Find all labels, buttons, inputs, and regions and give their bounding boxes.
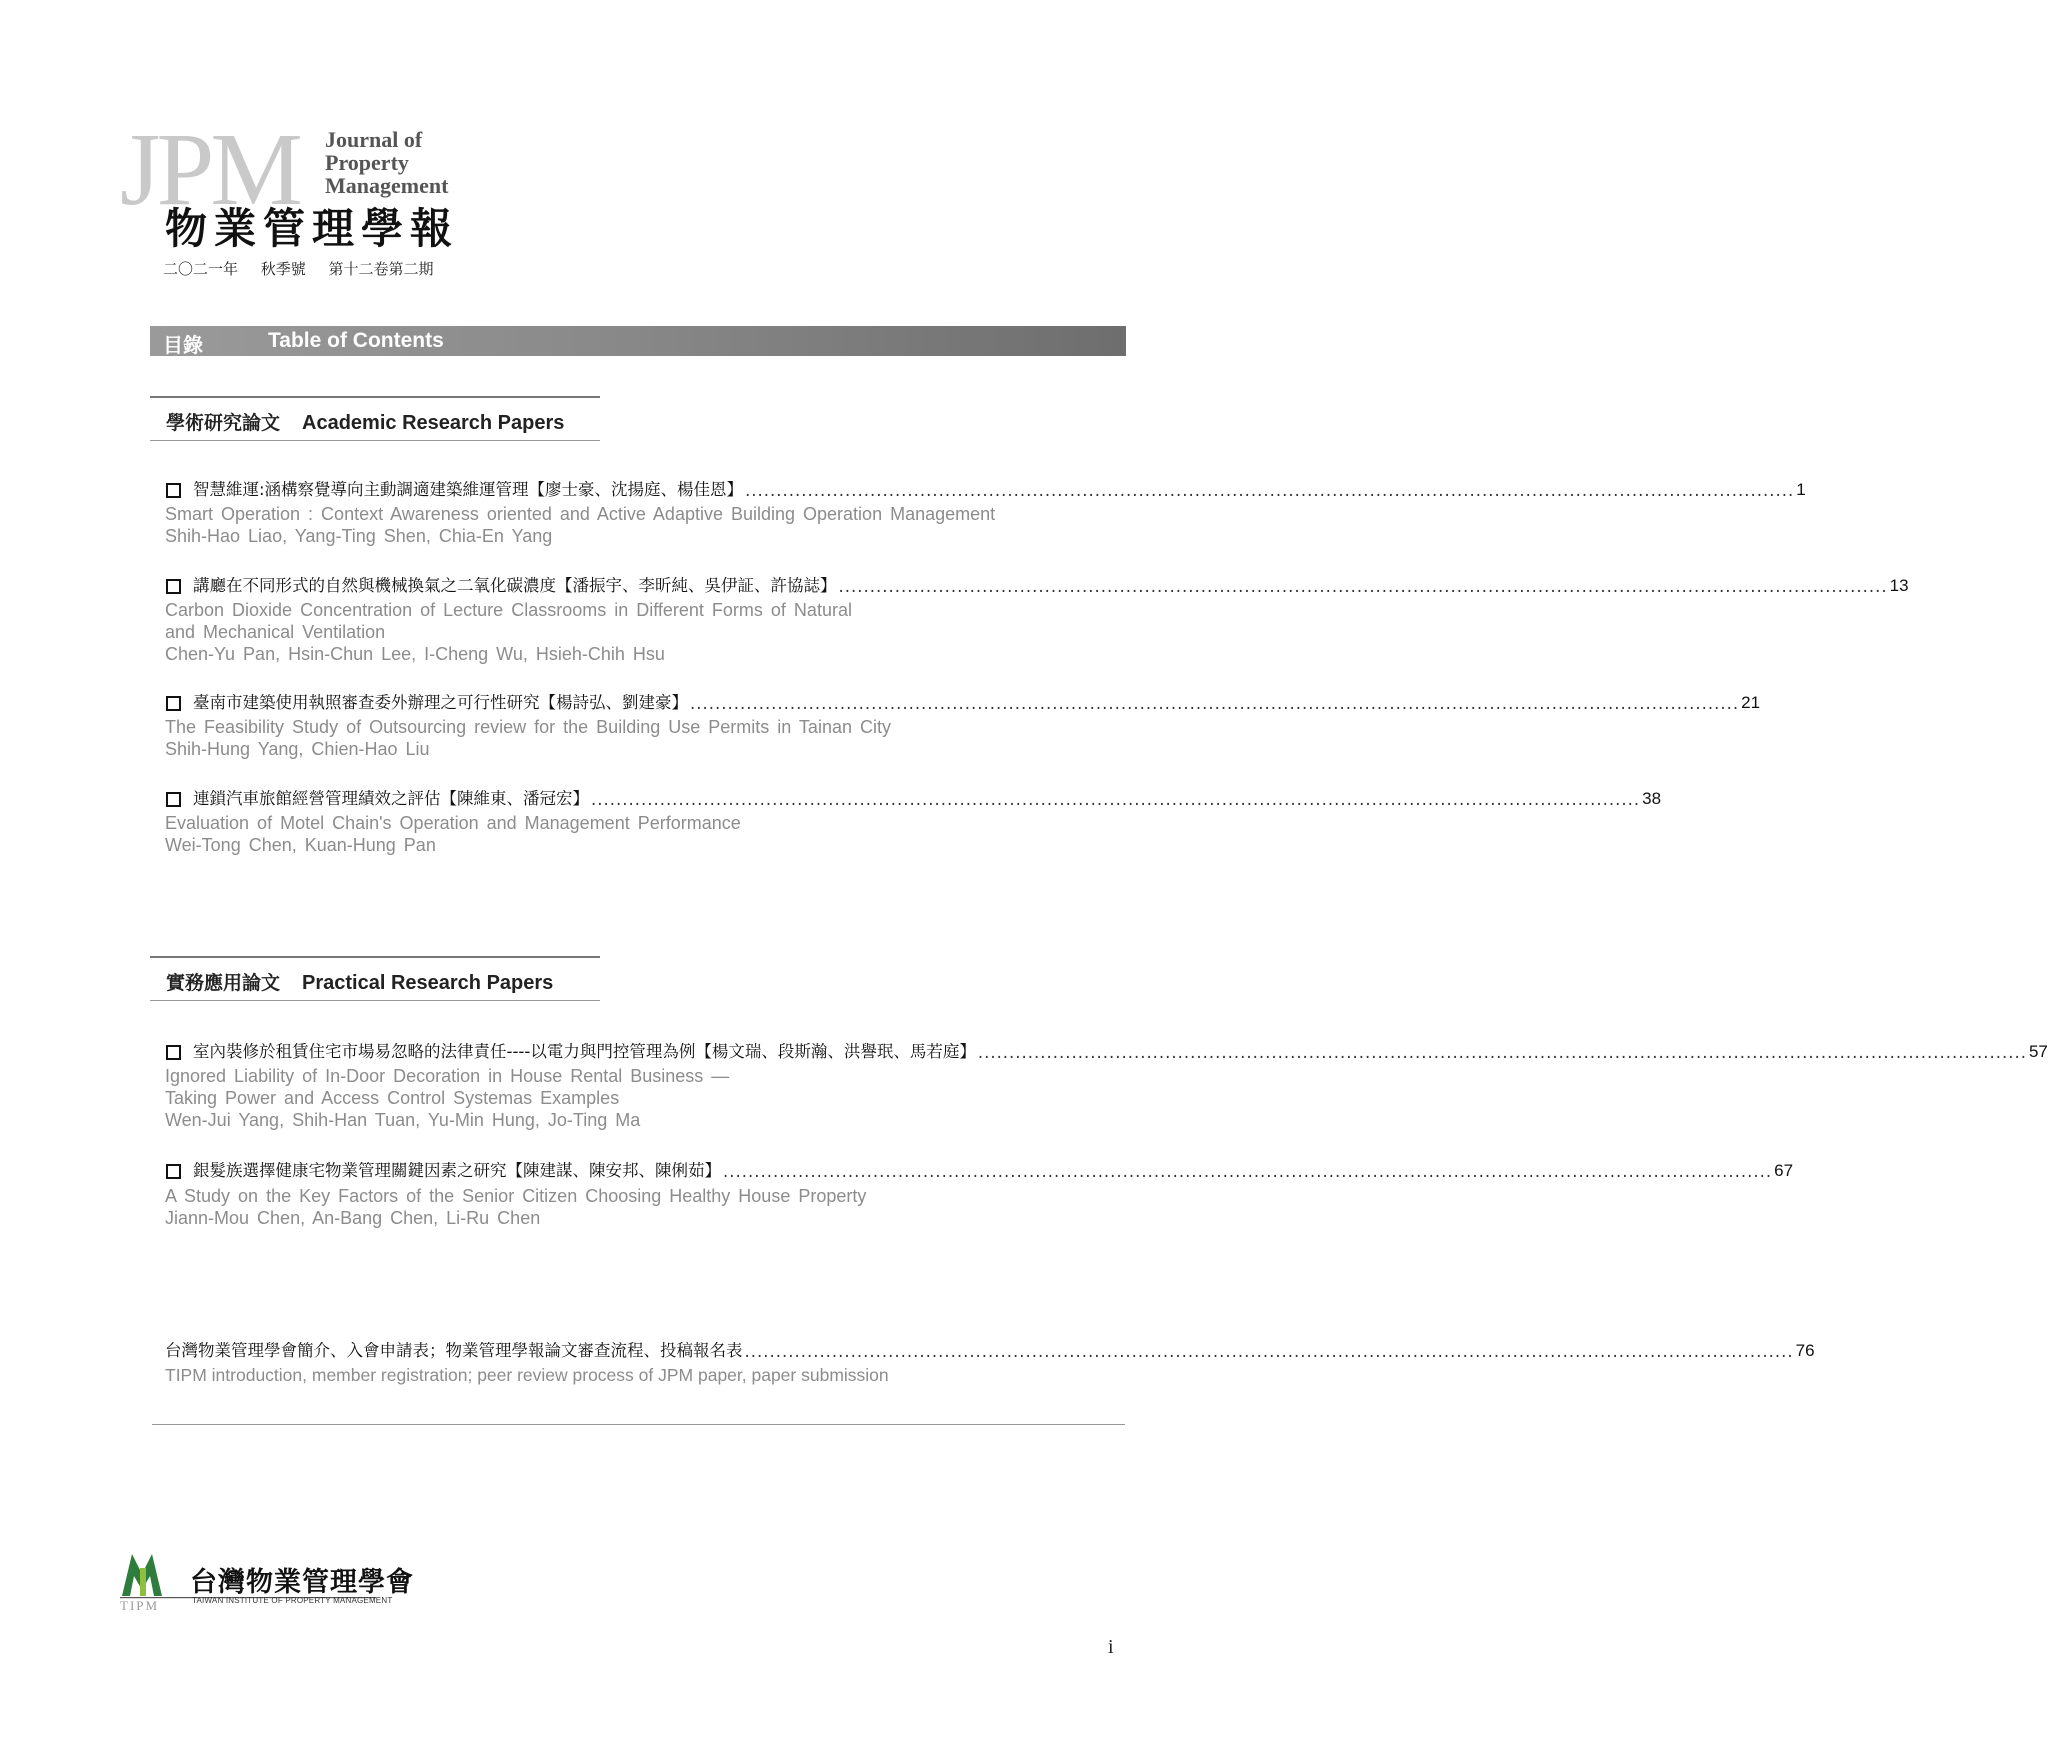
entry-authors-en: Wei-Tong Chen, Kuan-Hung Pan [165,835,436,855]
journal-name-en: Journal of Property Management [325,127,449,198]
entry-authors-en: Jiann-Mou Chen, An-Bang Chen, Li-Ru Chen [165,1208,541,1228]
entry-english [165,1185,866,1229]
entry-title-zh: 智慧維運:涵構察覺導向主動調適建築維運管理【廖士豪、沈揚庭、楊佳恩】 [193,480,744,499]
entry-page: 57 [2028,1042,2048,1061]
toc-label-en: Table of Contents [268,329,444,352]
section-title-en: Academic Research Papers [302,412,565,434]
appendix-title-en: TIPM introduction, member registration; peer review process of JPM paper, paper submission [165,1365,889,1385]
society-abbr: TIPM [120,1598,160,1613]
entry-title-en: Taking Power and Access Control Systemas Examples [165,1088,620,1108]
section-title-en: Practical Research Papers [302,972,554,994]
entry-title-en: The Feasibility Study of Outsourcing review for the Building Use Permits in Tainan City [165,717,891,737]
leader-dots: ........................................................................................................................................................................ [977,1043,2027,1062]
leader-dots: ........................................................................................................................................................................ [723,1162,1773,1181]
entry-title-zh: 臺南市建築使用執照審查委外辦理之可行性研究【楊詩弘、劉建豪】 [193,693,688,712]
toc-entry-title[interactable] [166,476,1806,500]
section-rule-top [150,956,600,958]
entry-title-zh: 講廳在不同形式的自然與機械換氣之二氧化碳濃度【潘振宇、李昕純、吳伊証、許協誌】 [193,576,837,595]
appendix-title[interactable] [165,1337,1815,1361]
appendix-title-zh: 台灣物業管理學會簡介、入會申請表；物業管理學報論文審查流程、投稿報名表 [165,1341,743,1360]
section-title [166,408,564,435]
entry-title-en: A Study on the Key Factors of the Senior Citizen Choosing Healthy House Property [165,1186,867,1206]
toc-entry-title[interactable] [166,785,1662,809]
journal-name-zh: 物業管理學報 [165,204,460,253]
journal-logo: JPM [120,112,299,227]
appendix-page: 76 [1795,1341,1815,1360]
section-rule-bottom [150,1000,600,1001]
entry-page: 38 [1642,789,1662,808]
entry-title-en: Smart Operation : Context Awareness oriented and Active Adaptive Building Operation Management [165,504,996,524]
entry-page: 21 [1741,693,1761,712]
entry-authors-en: Wen-Jui Yang, Shih-Han Tuan, Yu-Min Hung, Jo-Ting Ma [165,1110,641,1130]
entry-page: 67 [1774,1161,1794,1180]
society-name-en: TAIWAN INSTITUTE OF PROPERTY MANAGEMENT [192,1596,393,1605]
entry-english [165,716,891,760]
entry-title-en: Carbon Dioxide Concentration of Lecture Classrooms in Different Forms of Natural [165,600,852,620]
entry-authors-en: Shih-Hung Yang, Chien-Hao Liu [165,739,430,759]
entry-english [165,503,995,547]
checkbox-icon [166,1045,181,1060]
checkbox-icon [166,483,181,498]
section-rule-top [150,396,600,398]
toc-entry-title[interactable] [166,1157,1794,1181]
section-title [166,968,553,995]
checkbox-icon [166,1164,181,1179]
entry-title-en: Ignored Liability of In-Door Decoration in House Rental Business — [165,1066,730,1086]
entry-title-en: and Mechanical Ventilation [165,622,386,642]
society-name-zh: 台灣物業管理學會 [190,1567,414,1598]
entry-title-zh: 室內裝修於租賃住宅市場易忽略的法律責任----以電力與門控管理為例【楊文瑞、段斯瀚、洪譽珉、馬若庭】 [193,1042,976,1061]
toc-label-zh: 目錄 [163,333,203,357]
entry-title-zh: 銀髮族選擇健康宅物業管理關鍵因素之研究【陳建謀、陳安邦、陳俐茹】 [193,1161,721,1180]
entry-title-zh: 連鎖汽車旅館經營管理績效之評估【陳維東、潘冠宏】 [193,789,589,808]
entry-page: 13 [1889,576,1909,595]
toc-entry-title[interactable] [166,1038,2048,1062]
entry-english [165,599,852,665]
entry-authors-en: Chen-Yu Pan, Hsin-Chun Lee, I-Cheng Wu, Hsieh-Chih Hsu [165,644,665,664]
entry-page: 1 [1796,480,1806,499]
footer-rule [152,1424,1125,1425]
toc-entry-title[interactable] [166,689,1761,713]
checkbox-icon [166,696,181,711]
entry-title-en: Evaluation of Motel Chain's Operation and Management Performance [165,813,741,833]
section-rule-bottom [150,440,600,441]
checkbox-icon [166,579,181,594]
leader-dots: ........................................................................................................................................................................ [744,1342,1794,1361]
toc-entry-title[interactable] [166,572,1909,596]
leader-dots: ........................................................................................................................................................................ [745,481,1795,500]
toc-banner [150,326,1126,356]
checkbox-icon [166,792,181,807]
entry-authors-en: Shih-Hao Liao, Yang-Ting Shen, Chia-En Yang [165,526,553,546]
leader-dots: ........................................................................................................................................................................ [591,790,1641,809]
page-number: i [1108,1636,1114,1658]
issue-line: 二〇二一年 秋季號 第十二卷第二期 [163,260,434,278]
section-title-zh: 實務應用論文 [166,972,281,994]
leader-dots: ........................................................................................................................................................................ [690,694,1740,713]
entry-english [165,1065,729,1131]
entry-english [165,812,741,856]
leader-dots: ........................................................................................................................................................................ [838,577,1888,596]
section-title-zh: 學術研究論文 [166,412,281,434]
